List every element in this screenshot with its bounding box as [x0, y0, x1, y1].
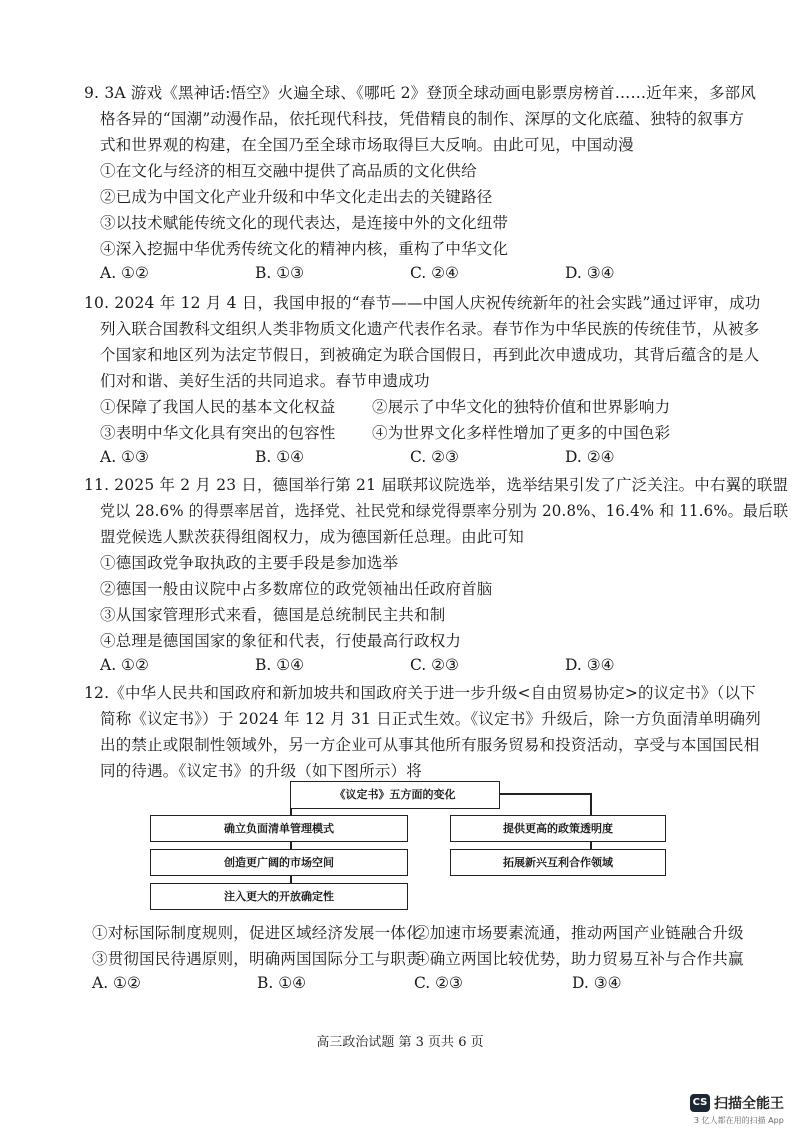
q12-statement-2: ②加速市场要素流通，推动两国产业链融合升级 [414, 924, 744, 942]
q10-option-d: D. ②④ [565, 448, 615, 466]
connector-right-mid [590, 841, 592, 849]
q10-option-c: C. ②③ [410, 448, 459, 466]
protocol-changes-diagram [150, 775, 670, 915]
q11-line-1: 11. 2025 年 2 月 23 日，德国举行第 21 届联邦议院选举，选举结果引发了广泛关注。中右翼的联盟 [84, 476, 789, 494]
q12-option-a: A. ①② [92, 974, 141, 992]
camscanner-logo-icon: CS [690, 1094, 710, 1112]
q9-statement-1: ①在文化与经济的相互交融中提供了高品质的文化供给 [100, 162, 477, 180]
camscanner-name: 扫描全能王 [714, 1096, 784, 1112]
q12-line-3: 出的禁止或限制性领域外，另一方企业可从事其他所有服务贸易和投资活动，享受与本国国民相 [100, 736, 760, 754]
diagram-top-box: 《议定书》五方面的变化 [290, 781, 500, 809]
q10-line-1: 10. 2024 年 12 月 4 日，我国申报的“春节——中国人庆祝传统新年的社会实践”通过评审，成功 [84, 294, 761, 312]
q10-option-a: A. ①③ [100, 448, 149, 466]
q10-options [100, 446, 700, 468]
diagram-left-box-3: 注入更大的开放确定性 [150, 883, 408, 910]
page-footer: 高三政治试题 第 3 页共 6 页 [316, 1035, 484, 1050]
diagram-right-box-1: 提供更高的政策透明度 [450, 815, 666, 842]
q9-line-3: 式和世界观的构建，在全国乃至全球市场取得巨大反响。由此可见，中国动漫 [100, 136, 634, 154]
q12-statement-4: ④确立两国比较优势，助力贸易互补与合作共赢 [414, 950, 744, 968]
q10-line-3: 个国家和地区列为法定节假日，到被确定为联合国假日，再到此次申遗成功，其背后蕴含的是人 [100, 346, 760, 364]
camscanner-tagline: 3 亿人都在用的扫描 App [694, 1116, 784, 1125]
q10-line-4: 们对和谐、美好生活的共同追求。春节申遗成功 [100, 372, 430, 390]
q10-statement-4: ④为世界文化多样性增加了更多的中国色彩 [372, 424, 671, 442]
q10-line-2: 列入联合国教科文组织人类非物质文化遗产代表作名录。春节作为中华民族的传统佳节，从被多 [100, 320, 760, 338]
q11-statement-4: ④总理是德国国家的象征和代表，行使最高行政权力 [100, 632, 462, 650]
q9-option-c: C. ②④ [410, 264, 459, 282]
q9-statement-4: ④深入挖掘中华优秀传统文化的精神内核，重构了中华文化 [100, 240, 509, 258]
connector-left-mid [290, 841, 292, 849]
q11-line-2: 党以 28.6% 的得票率居首，选择党、社民党和绿党得票率分别为 20.8%、16.4% 和 11.6%。最后联 [100, 502, 789, 520]
q12-line-1: 12.《中华人民共和国政府和新加坡共和国政府关于进一步升级<自由贸易协定>的议定书》（以下 [84, 684, 756, 702]
q10-statement-2: ②展示了中华文化的独特价值和世界影响力 [372, 398, 671, 416]
diagram-right-box-2: 拓展新兴互利合作领域 [450, 849, 666, 876]
connector-right-down [590, 793, 592, 815]
q9-statement-2: ②已成为中国文化产业升级和中华文化走出去的关键路径 [100, 188, 493, 206]
q10-statement-1: ①保障了我国人民的基本文化权益 [100, 398, 336, 416]
q10-statement-3: ③表明中华文化具有突出的包容性 [100, 424, 336, 442]
q9-option-b: B. ①③ [255, 264, 305, 282]
q11-options [100, 654, 700, 676]
q9-option-a: A. ①② [100, 264, 149, 282]
q9-options [100, 262, 700, 284]
q12-statement-1: ①对标国际制度规则，促进区域经济发展一体化 [92, 924, 422, 942]
q11-option-d: D. ③④ [565, 656, 615, 674]
q12-option-d: D. ③④ [572, 974, 622, 992]
diagram-left-box-2: 创造更广阔的市场空间 [150, 849, 408, 876]
connector-left-bottom [290, 875, 292, 883]
q12-option-c: C. ②③ [414, 974, 463, 992]
q11-statement-2: ②德国一般由议院中占多数席位的政党领袖出任政府首脑 [100, 580, 493, 598]
q11-statement-1: ①德国政党争取执政的主要手段是参加选举 [100, 554, 399, 572]
q9-statement-3: ③以技术赋能传统文化的现代表达，是连接中外的文化纽带 [100, 214, 509, 232]
q12-line-2: 简称《议定书》）于 2024 年 12 月 31 日正式生效。《议定书》升级后，除一方负面清单明确列 [100, 710, 761, 728]
q11-option-a: A. ①② [100, 656, 149, 674]
q9-line-1: 9. 3A 游戏《黑神话:悟空》火遍全球、《哪吒 2》登顶全球动画电影票房榜首……近年来，多部风 [84, 84, 757, 102]
q11-option-c: C. ②③ [410, 656, 459, 674]
q12-option-b: B. ①④ [257, 974, 307, 992]
q9-line-2: 格各异的“国潮”动漫作品，依托现代科技，凭借精良的制作、深厚的文化底蕴、独特的叙事方 [100, 110, 745, 128]
q11-option-b: B. ①④ [255, 656, 305, 674]
q11-line-3: 盟党候选人默茨获得组阁权力，成为德国新任总理。由此可知 [100, 528, 524, 546]
q9-option-d: D. ③④ [565, 264, 615, 282]
q11-statement-3: ③从国家管理形式来看，德国是总统制民主共和制 [100, 606, 446, 624]
q10-option-b: B. ①④ [255, 448, 305, 466]
q12-statement-3: ③贯彻国民待遇原则，明确两国国际分工与职责 [92, 950, 422, 968]
q12-options [92, 972, 712, 994]
diagram-left-box-1: 确立负面清单管理模式 [150, 815, 408, 842]
q12-line-4: 同的待遇。《议定书》的升级（如下图所示）将 [100, 762, 422, 780]
